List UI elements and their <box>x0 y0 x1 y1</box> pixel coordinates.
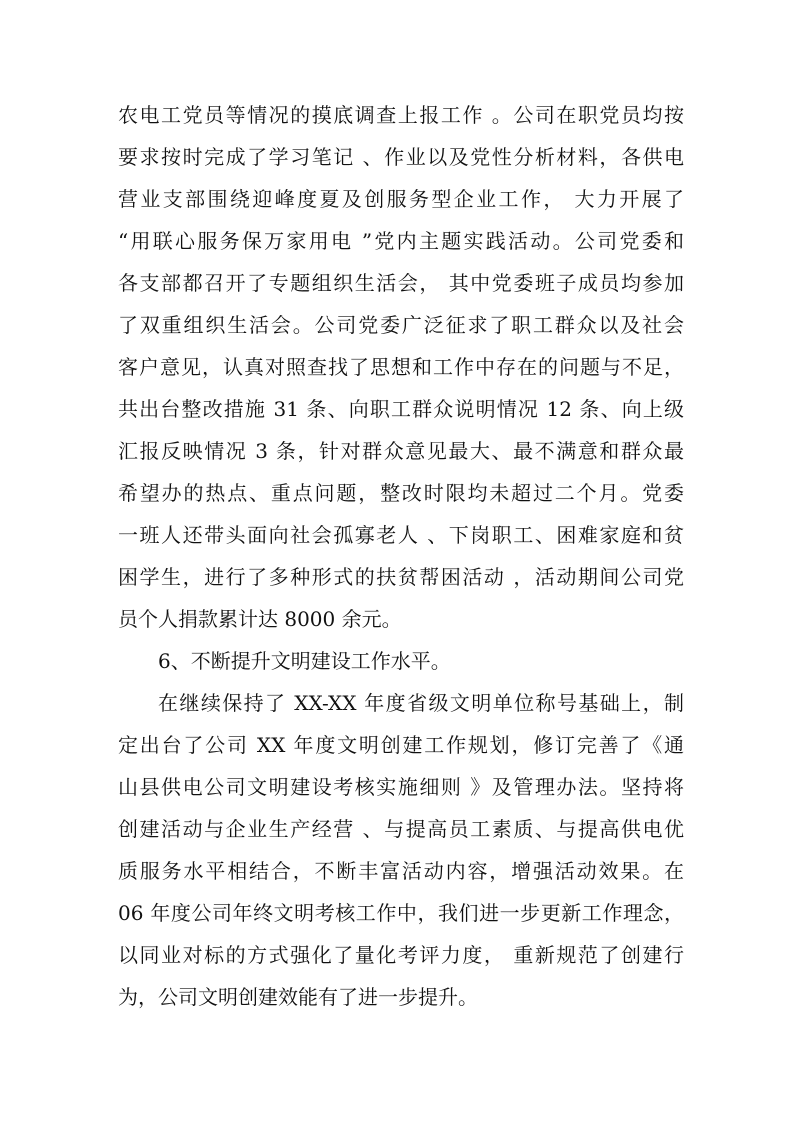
text-line: 创建活动与企业生产经营 、与提高员工素质、与提高供电优 <box>118 817 684 841</box>
text-line: 希望办的热点、重点问题，整改时限均未超过二个月。党委 <box>118 481 684 505</box>
text-line: 了双重组织生活会。公司党委广泛征求了职工群众以及社会 <box>118 313 684 337</box>
text-line: 定出台了公司 XX 年度文明创建工作规划，修订完善了《通 <box>118 733 684 757</box>
text-line: 山县供电公司文明建设考核实施细则 》及管理办法。坚持将 <box>118 775 684 799</box>
text-line: 为，公司文明创建效能有了进一步提升。 <box>118 985 478 1009</box>
section-heading: 6、不断提升文明建设工作水平。 <box>158 649 451 673</box>
text-line: 06 年度公司年终文明考核工作中，我们进一步更新工作理念， <box>118 901 684 925</box>
text-line: 一班人还带头面向社会孤寡老人 、下岗职工、困难家庭和贫 <box>118 523 684 547</box>
text-line: 营业支部围绕迎峰度夏及创服务型企业工作， 大力开展了 <box>118 187 684 211</box>
text-line: 要求按时完成了学习笔记 、作业以及党性分析材料，各供电 <box>118 145 684 169</box>
text-line: 各支部都召开了专题组织生活会， 其中党委班子成员均参加 <box>118 271 684 295</box>
text-line: 农电工党员等情况的摸底调查上报工作 。公司在职党员均按 <box>118 103 684 127</box>
text-line: 在继续保持了 XX-XX 年度省级文明单位称号基础上，制 <box>158 691 684 715</box>
text-line: “用联心服务保万家用电 ”党内主题实践活动。公司党委和 <box>118 229 684 253</box>
text-line: 共出台整改措施 31 条、向职工群众说明情况 12 条、向上级 <box>118 397 684 421</box>
text-line: 困学生，进行了多种形式的扶贫帮困活动 ，活动期间公司党 <box>118 565 684 589</box>
text-line: 员个人捐款累计达 8000 余元。 <box>118 607 402 631</box>
text-line: 质服务水平相结合，不断丰富活动内容，增强活动效果。在 <box>118 859 684 883</box>
text-line: 以同业对标的方式强化了量化考评力度， 重新规范了创建行 <box>118 943 684 967</box>
text-line: 客户意见，认真对照查找了思想和工作中存在的问题与不足， <box>118 355 684 379</box>
text-line: 汇报反映情况 3 条，针对群众意见最大、最不满意和群众最 <box>118 439 684 463</box>
